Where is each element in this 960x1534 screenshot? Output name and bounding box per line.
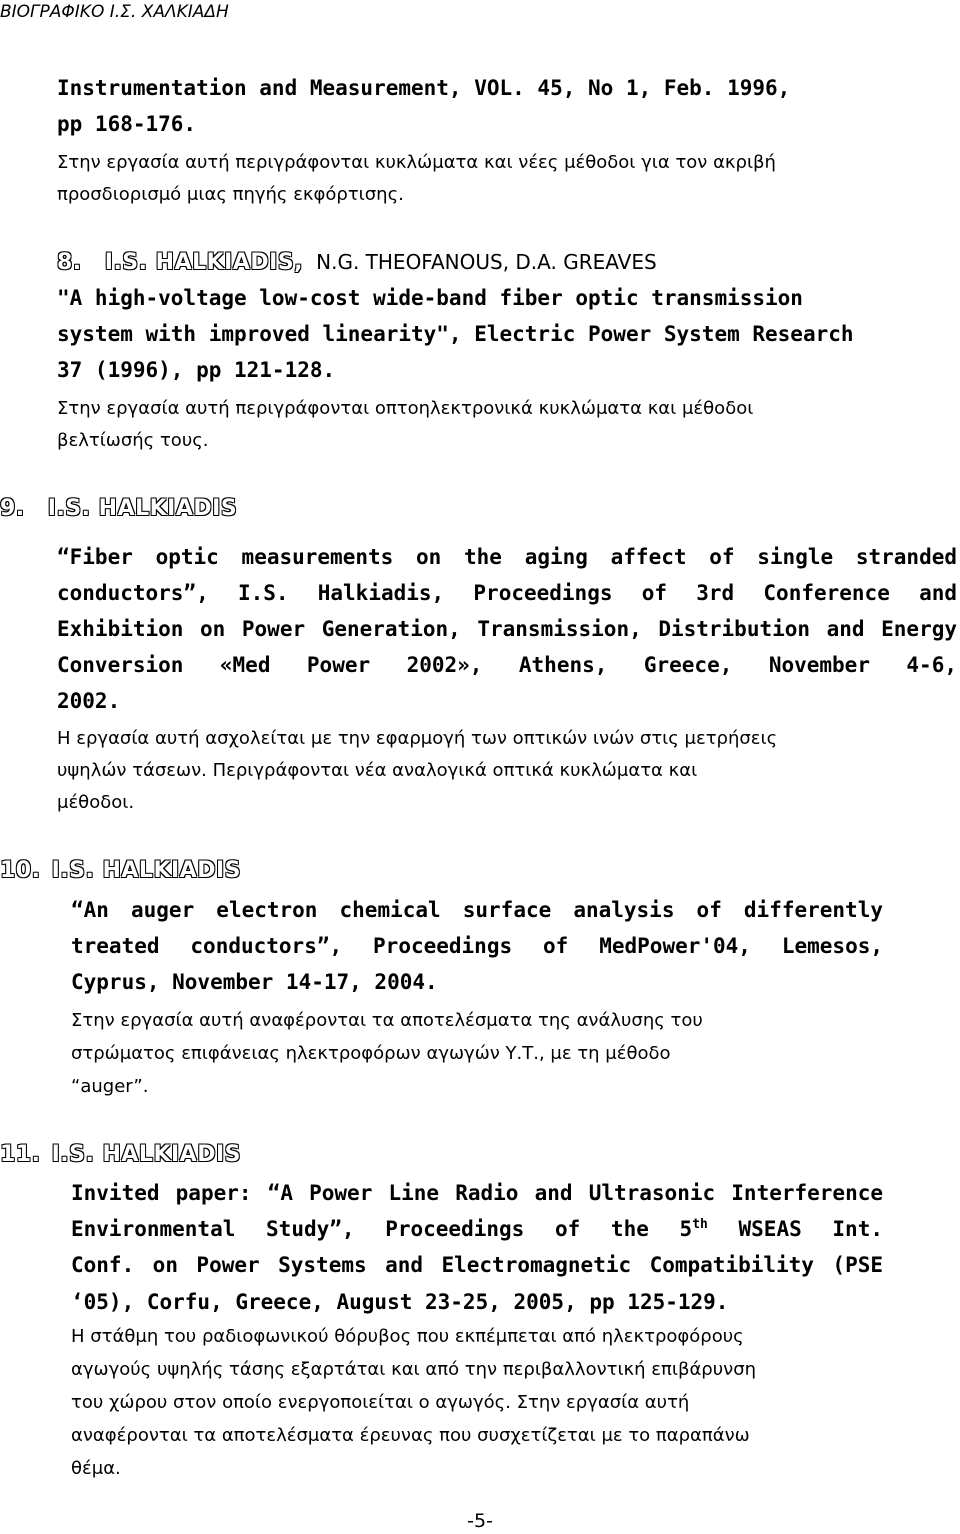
- entry8-coauthors: N.G. THEOFANOUS, D.A. GREAVES: [316, 250, 657, 274]
- running-header: ΒΙΟΓΡΑΦΙΚΟ Ι.Σ. ΧΑΛΚΙΑΔΗ: [0, 2, 229, 22]
- entry8-desc-line1: Στην εργασία αυτή περιγράφονται οπτοηλεκτρονικά κυκλώματα και μέθοδοι: [57, 398, 754, 419]
- entry7-desc-line2: προσδιορισμό μιας πηγής εκφόρτισης.: [57, 184, 404, 205]
- entry11-desc-line5: θέμα.: [71, 1458, 121, 1479]
- entry10-desc-line3: “auger”.: [71, 1076, 149, 1097]
- entry8-number: 8.: [57, 250, 82, 275]
- entry9-citation-line3: Exhibition on Power Generation, Transmission, Distribution and Energy: [57, 617, 957, 641]
- entry11-desc-line1: Η στάθμη του ραδιοφωνικού θόρυβος που εκπέμπεται από ηλεκτροφόρους: [71, 1326, 744, 1347]
- entry10-desc-line2: στρώματος επιφάνειας ηλεκτροφόρων αγωγών Υ.Τ., με τη μέθοδο: [71, 1043, 671, 1064]
- entry11-heading: [0, 1142, 241, 1167]
- entry9-title-line1: “Fiber optic measurements on the aging affect of single stranded: [57, 545, 957, 569]
- entry9-desc-line3: μέθοδοι.: [57, 792, 135, 813]
- entry11-author: I.S. HALKIADIS: [51, 1142, 241, 1167]
- entry11-superscript: th: [692, 1217, 708, 1232]
- entry9-citation-line2: conductors”, I.S. Halkiadis, Proceedings of 3rd Conference and: [57, 581, 957, 605]
- entry11-title-line2-end: WSEAS Int.: [707, 1217, 883, 1241]
- entry10-citation-line3: Cyprus, November 14-17, 2004.: [71, 970, 438, 994]
- entry8-desc-line2: βελτίωσής τους.: [57, 430, 209, 451]
- entry10-number: 10.: [0, 858, 41, 883]
- entry10-heading: [0, 858, 241, 883]
- entry9-number: 9.: [0, 496, 25, 521]
- entry10-author: I.S. HALKIADIS: [51, 858, 241, 883]
- entry11-citation-line4: ‘05), Corfu, Greece, August 23-25, 2005, pp 125-129.: [71, 1290, 729, 1314]
- entry11-desc-line3: του χώρου στον οποίο ενεργοποιείται ο αγωγός. Στην εργασία αυτή: [71, 1392, 690, 1413]
- entry7-desc-line1: Στην εργασία αυτή περιγράφονται κυκλώματα και νέες μέθοδοι για τον ακριβή: [57, 152, 776, 173]
- entry11-desc-line4: αναφέρονται τα αποτελέσματα έρευνας που συσχετίζεται με το παραπάνω: [71, 1425, 750, 1446]
- entry8-citation-line3: 37 (1996), pp 121-128.: [57, 358, 336, 382]
- entry11-citation-line3: Conf. on Power Systems and Electromagnetic Compatibility (PSE: [71, 1253, 883, 1277]
- entry11-title-line2-start: Environmental Study”, Proceedings of the 5: [71, 1217, 693, 1241]
- entry11-title-line1: Invited paper: “A Power Line Radio and Ultrasonic Interference: [71, 1181, 883, 1205]
- entry9-desc-line2: υψηλών τάσεων. Περιγράφονται νέα αναλογικά οπτικά κυκλώματα και: [57, 760, 698, 781]
- page-number: -5-: [467, 1510, 493, 1532]
- entry7-citation-line2: pp 168-176.: [57, 112, 197, 136]
- entry8-author: I.S. HALKIADIS,: [104, 250, 304, 275]
- entry9-heading: [0, 496, 237, 521]
- entry10-title-line2: treated conductors”, Proceedings of MedPower'04, Lemesos,: [71, 934, 883, 958]
- entry8-title-line2: system with improved linearity", Electric Power System Research: [57, 322, 854, 346]
- entry9-citation-line5: 2002.: [57, 689, 121, 713]
- entry10-title-line1: “An auger electron chemical surface analysis of differently: [71, 898, 883, 922]
- entry9-desc-line1: Η εργασία αυτή ασχολείται με την εφαρμογή των οπτικών ινών στις μετρήσεις: [57, 728, 778, 749]
- entry10-desc-line1: Στην εργασία αυτή αναφέρονται τα αποτελέσματα της ανάλυσης του: [71, 1010, 703, 1031]
- entry11-number: 11.: [0, 1142, 41, 1167]
- entry11-desc-line2: αγωγούς υψηλής τάσης εξαρτάται και από την περιβαλλοντική επιβάρυνση: [71, 1359, 757, 1380]
- entry11-title-line2: [71, 1217, 883, 1241]
- entry8-title-line1: "A high-voltage low-cost wide-band fiber optic transmission: [57, 286, 803, 310]
- entry9-author: I.S. HALKIADIS: [47, 496, 238, 521]
- entry9-citation-line4: Conversion «Med Power 2002», Athens, Greece, November 4-6,: [57, 653, 957, 677]
- entry7-citation-line1: Instrumentation and Measurement, VOL. 45, No 1, Feb. 1996,: [57, 76, 791, 100]
- entry8-heading: [57, 250, 657, 275]
